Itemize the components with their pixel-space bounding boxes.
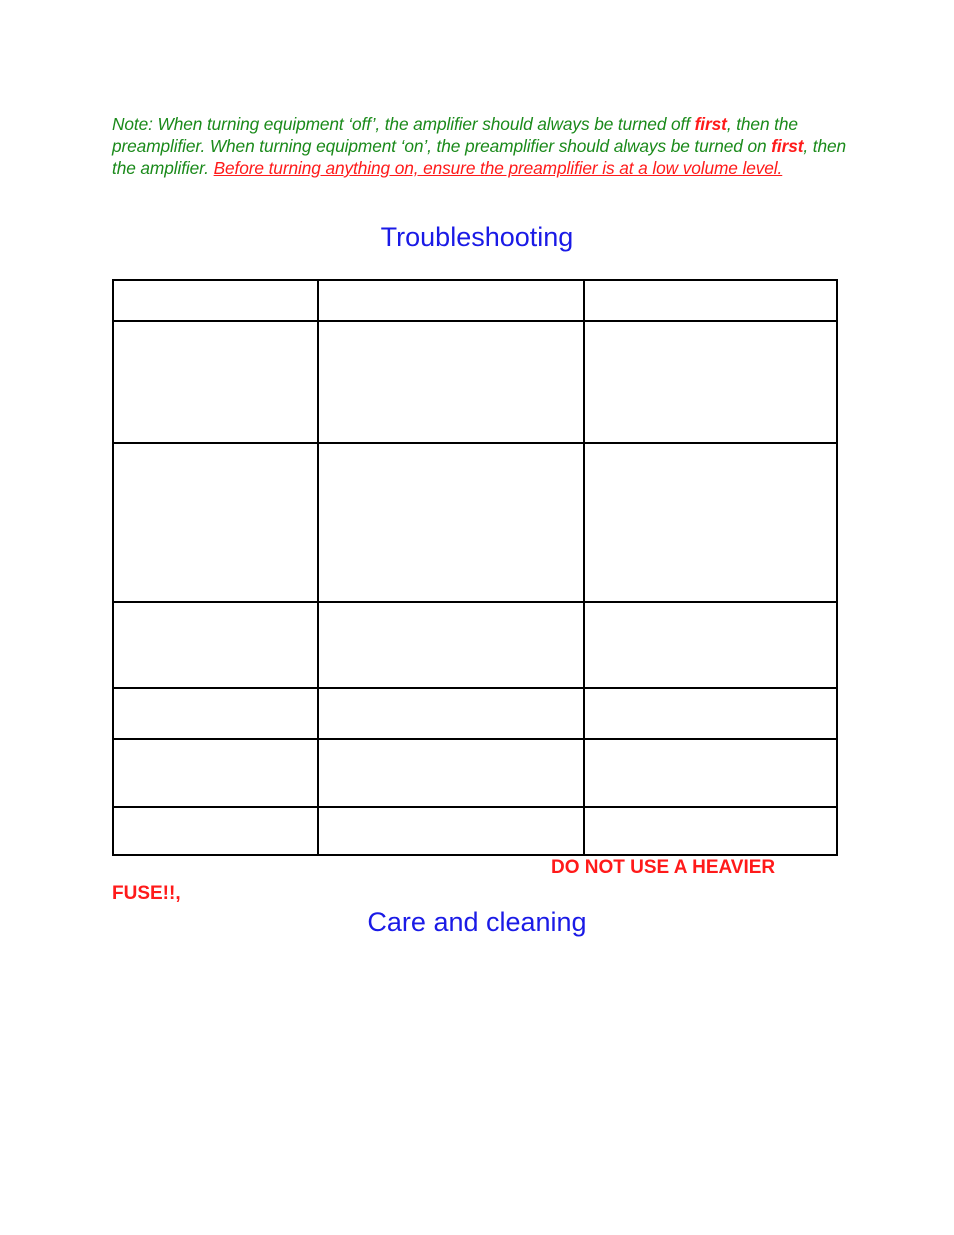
table-row — [113, 739, 837, 807]
table-cell — [113, 280, 318, 321]
table-cell — [318, 807, 584, 855]
table-cell — [584, 321, 837, 443]
table-cell — [584, 688, 837, 739]
table-row — [113, 807, 837, 855]
table-cell — [584, 739, 837, 807]
table-cell — [584, 443, 837, 602]
table-cell — [318, 688, 584, 739]
troubleshooting-heading: Troubleshooting — [380, 222, 574, 252]
troubleshooting-table — [112, 279, 838, 856]
table-cell — [113, 688, 318, 739]
note-text-1: Note: When turning equipment ‘off’, the amplifier should always be turned off — [112, 114, 695, 134]
note-text-3: , then the amplifier. — [112, 136, 847, 178]
safety-note — [112, 113, 847, 179]
table-cell — [113, 443, 318, 602]
care-cleaning-heading: Care and cleaning — [367, 907, 587, 937]
table-cell — [318, 280, 584, 321]
table-cell — [113, 602, 318, 688]
table-cell — [113, 807, 318, 855]
note-first-emphasis-2: first — [771, 136, 804, 156]
table-cell — [584, 807, 837, 855]
note-first-emphasis-1: first — [694, 114, 727, 134]
table-cell — [584, 602, 837, 688]
fuse-warning-line-2: FUSE!!, — [112, 883, 181, 904]
table-row — [113, 602, 837, 688]
table-row — [113, 688, 837, 739]
table-cell — [113, 321, 318, 443]
table-cell — [318, 321, 584, 443]
table-row — [113, 321, 837, 443]
note-text-2: , then the preamplifier. When turning equipment ‘on’, the preamplifier should always be turned on — [112, 114, 798, 156]
table-row — [113, 443, 837, 602]
table-cell — [318, 739, 584, 807]
table-row — [113, 280, 837, 321]
table-cell — [318, 443, 584, 602]
fuse-warning-line-1: DO NOT USE A HEAVIER — [551, 857, 776, 878]
note-volume-warning: Before turning anything on, ensure the preamplifier is at a low volume level. — [213, 158, 783, 178]
table-cell — [584, 280, 837, 321]
table-cell — [318, 602, 584, 688]
table-cell — [113, 739, 318, 807]
